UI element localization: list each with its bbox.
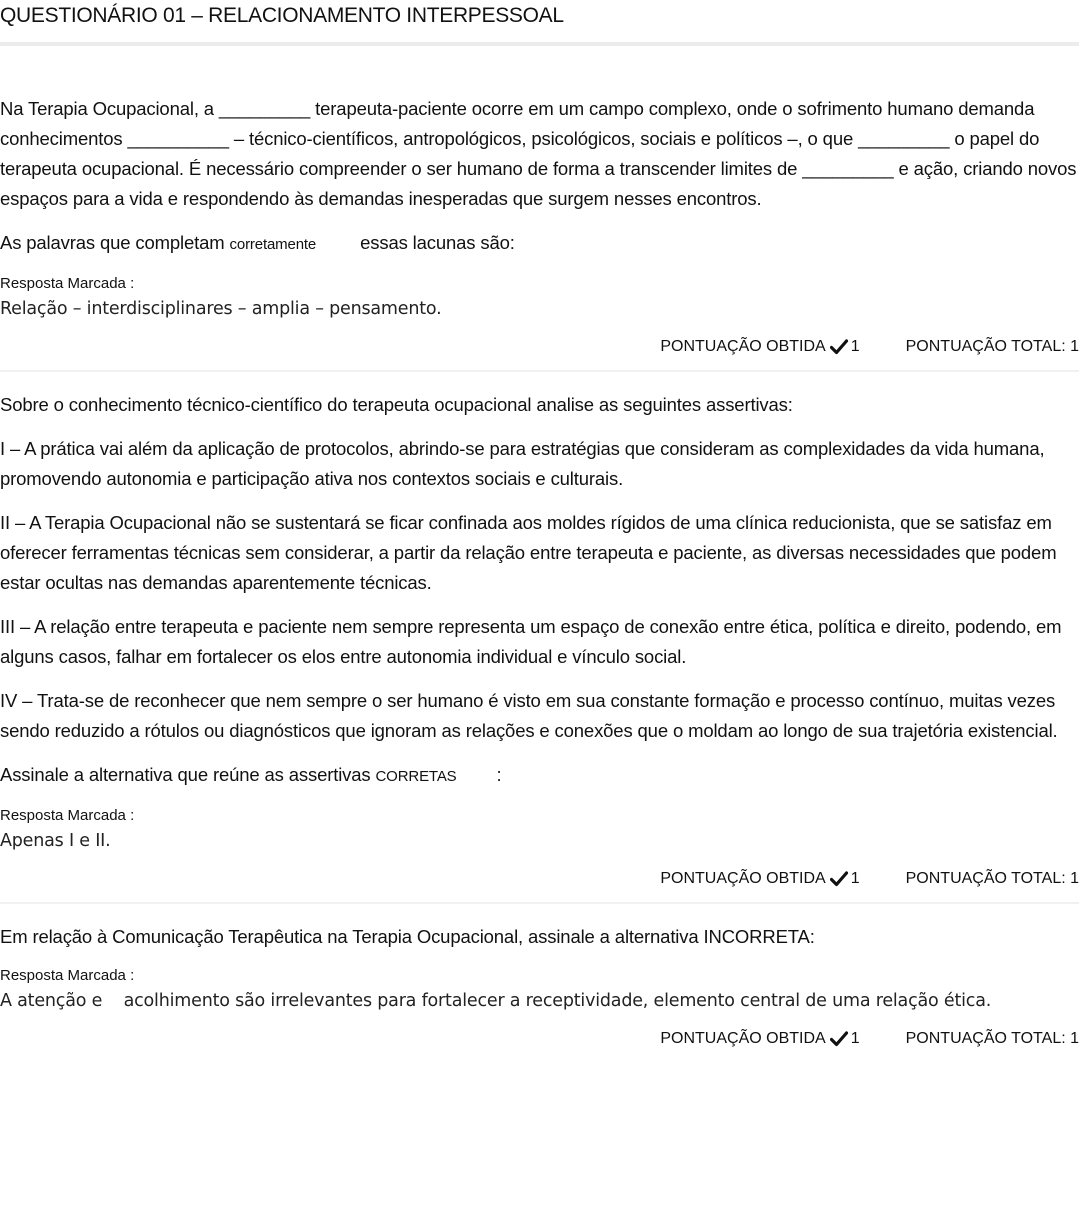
marked-answer: Relação – interdisciplinares – amplia – pensamento. <box>0 299 442 319</box>
marked-answer: Apenas I e II. <box>0 831 111 851</box>
assertive-i: I – A prática vai além da aplicação de protocolos, abrindo-se para estratégias que consideram as complexidades da vida humana, promovendo autonomia e participação ativa nos contextos sociais e culturais. <box>0 438 1045 489</box>
assertive-iv: IV – Trata-se de reconhecer que nem sempre o ser humano é visto em sua constante formação e processo contínuo, muitas vezes sendo reduzido a rótulos ou diagnósticos que ignoram as relações e conexões que o moldam ao longo de sua trajetória existencial. <box>0 690 1058 741</box>
marked-answer: A atenção e acolhimento são irrelevantes para fortalecer a receptividade, elemento central de uma relação ética. <box>0 991 992 1011</box>
score-total: PONTUAÇÃO TOTAL: 1 <box>905 338 1079 355</box>
question-2 <box>0 390 1079 904</box>
question-divider <box>0 370 1079 372</box>
question-1 <box>0 46 1079 372</box>
score-obtained-value: 1 <box>850 338 860 355</box>
assertive-ii: II – A Terapia Ocupacional não se sustentará se ficar confinada aos moldes rígidos de uma clínica reducionista, que se satisfaz em oferecer ferramentas técnicas sem considerar, a partir da relação entre terapeuta e paciente, as diversas necessidades que podem estar ocultas nas demandas aparentemente técnicas. <box>0 512 1057 593</box>
question-3 <box>0 922 1079 1062</box>
score-row <box>0 324 1079 370</box>
check-icon <box>830 1031 848 1047</box>
response-label: Resposta Marcada : <box>0 275 135 292</box>
check-icon <box>830 339 848 355</box>
question-text: Em relação à Comunicação Terapêutica na Terapia Ocupacional, assinale a alternativa INCORRETA: <box>0 926 815 947</box>
question-text: Sobre o conhecimento técnico-científico do terapeuta ocupacional analise as seguintes assertivas: <box>0 394 793 415</box>
question-divider <box>0 902 1079 904</box>
question-prompt: As palavras que completam corretamente essas lacunas são: <box>0 232 515 253</box>
score-obtained-value: 1 <box>850 1030 860 1047</box>
score-row <box>0 1016 1079 1062</box>
score-obtained: PONTUAÇÃO OBTIDA 1 <box>660 870 860 887</box>
score-total: PONTUAÇÃO TOTAL: 1 <box>905 870 1079 887</box>
check-icon <box>830 871 848 887</box>
score-obtained-value: 1 <box>850 870 860 887</box>
response-label: Resposta Marcada : <box>0 807 135 824</box>
score-obtained: PONTUAÇÃO OBTIDA 1 <box>660 338 860 355</box>
prompt-emphasis: CORRETAS <box>375 768 457 785</box>
question-prompt: Assinale a alternativa que reúne as assertivas CORRETAS : <box>0 764 502 785</box>
score-obtained: PONTUAÇÃO OBTIDA 1 <box>660 1030 860 1047</box>
prompt-emphasis: corretamente <box>229 236 317 253</box>
score-row <box>0 856 1079 902</box>
response-label: Resposta Marcada : <box>0 967 135 984</box>
page-title: QUESTIONÁRIO 01 – RELACIONAMENTO INTERPESSOAL <box>0 4 564 27</box>
question-text: Na Terapia Ocupacional, a _________ terapeuta-paciente ocorre em um campo complexo, onde o sofrimento humano demanda conhecimentos __________ – técnico-científicos, antropológicos, psicológicos, sociais e políticos –, o que _________ o papel do terapeuta ocupacional. É necessário compreender o ser humano de forma a transcender limites de _________ e ação, criando novos espaços para a vida e respondendo às demandas inesperadas que surgem nesses encontros. <box>0 98 1077 209</box>
assertive-iii: III – A relação entre terapeuta e paciente nem sempre representa um espaço de conexão entre ética, política e direito, podendo, em alguns casos, falhar em fortalecer os elos entre autonomia individual e vínculo social. <box>0 616 1062 667</box>
score-total: PONTUAÇÃO TOTAL: 1 <box>905 1030 1079 1047</box>
